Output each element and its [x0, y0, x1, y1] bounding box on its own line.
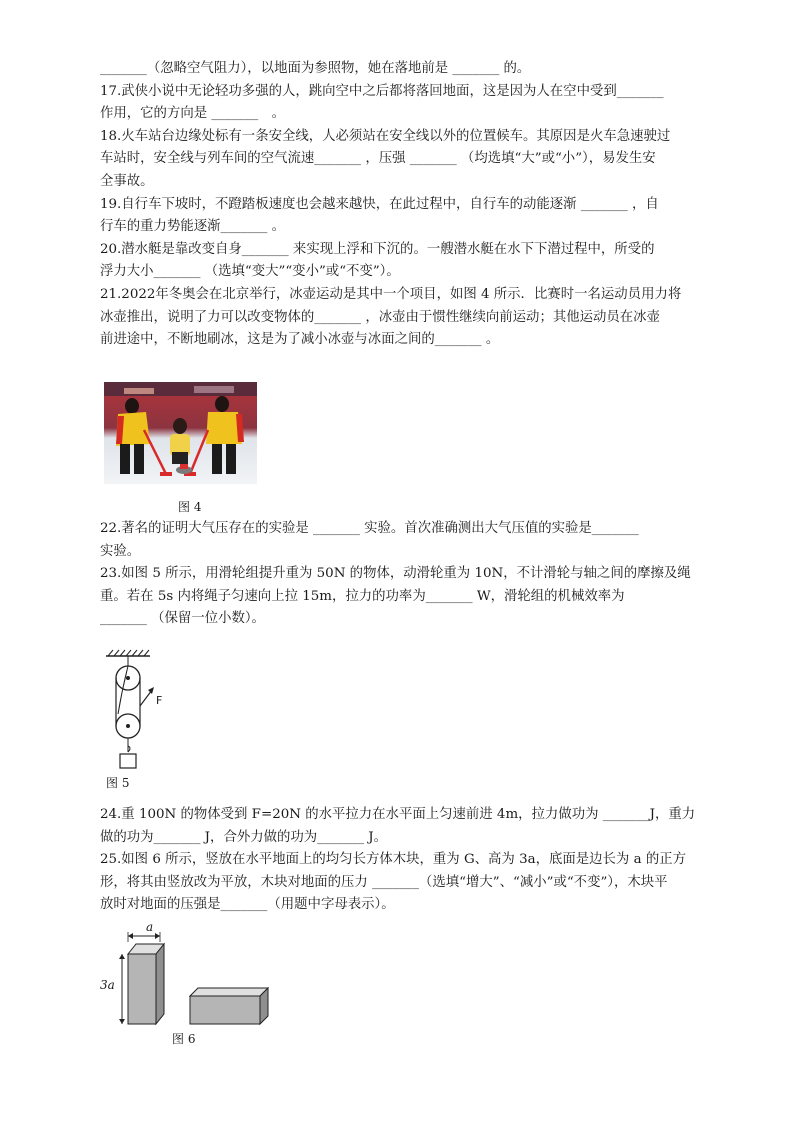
text-line: 17.武侠小说中无论轻功多强的人，跳向空中之后都将落回地面，这是因为人在空中受到_______ — [100, 83, 664, 99]
figure-5-caption: 图 5 — [106, 776, 130, 790]
text-line: 实验。 — [100, 543, 141, 559]
question-text-block-2 — [100, 518, 698, 631]
text-line: 23.如图 5 所示，用滑轮组提升重为 50N 的物体，动滑轮重为 10N，不计滑轮与轴之间的摩擦及绳 — [100, 566, 691, 582]
text-line: 24.重 100N 的物体受到 F=20N 的水平拉力在水平面上匀速前进 4m，拉力做功为 _______J，重力 — [100, 807, 696, 822]
text-line: 做的功为_______ J，合外力做的功为_______ J。 — [100, 829, 388, 845]
pulley-diagram — [100, 646, 180, 776]
text-line: 形，将其由竖放改为平放，木块对地面的压力 _______（选填“增大”、“减小”或“不变”），木块平 — [100, 874, 668, 890]
force-label: F — [156, 694, 163, 707]
curling-photo — [104, 382, 257, 484]
text-line: 冰壶推出，说明了力可以改变物体的_______ ，冰壶由于惯性继续向前运动；其他运动员在冰壶 — [100, 309, 660, 325]
height-label: 3a — [100, 978, 115, 992]
width-label: a — [146, 920, 154, 934]
text-line: _______ （保留一位小数）。 — [100, 611, 265, 627]
wood-block-diagram — [98, 920, 278, 1032]
question-text-block-1 — [100, 58, 698, 352]
text-line: 20.潜水艇是靠改变自身_______ 来实现上浮和下沉的。一艘潜水艇在水下下潜过程中，所受的 — [100, 241, 655, 257]
text-line: 浮力大小_______ （选填“变大”“变小”或“不变”）。 — [100, 264, 400, 280]
figure-6-caption: 图 6 — [172, 1032, 196, 1046]
text-line: 25.如图 6 所示，竖放在水平地面上的均匀长方体木块，重为 G、高为 3a，底面是边长为 a 的正方 — [100, 852, 686, 868]
text-line: _______（忽略空气阻力），以地面为参照物，她在落地前是 _______ 的。 — [100, 61, 531, 76]
figure-4-caption: 图 4 — [178, 500, 202, 514]
question-text-block-3 — [100, 804, 698, 917]
text-line: 行车的重力势能逐渐_______ 。 — [100, 219, 286, 235]
text-line: 重。若在 5s 内将绳子匀速向上拉 15m，拉力的功率为_______ W，滑轮组的机械效率为 — [100, 588, 625, 604]
text-line: 22.著名的证明大气压存在的实验是 _______ 实验。首次准确测出大气压值的实验是_______ — [100, 521, 639, 536]
text-line: 21.2022年冬奥会在北京举行，冰壶运动是其中一个项目，如图 4 所示．比赛时一名运动员用力将 — [100, 286, 682, 302]
text-line: 18.火车站台边缘处标有一条安全线，人必须站在安全线以外的位置候车。其原因是火车急速驶过 — [100, 128, 671, 144]
text-line: 车站时，安全线与列车间的空气流速_______ ，压强 _______ （均选填“大”或“小”），易发生安 — [100, 151, 656, 167]
text-line: 放时对地面的压强是_______（用题中字母表示）。 — [100, 897, 395, 913]
text-line: 作用，它的方向是 _______ 。 — [100, 106, 286, 122]
text-line: 全事故。 — [100, 173, 154, 189]
text-line: 前进途中，不断地刷冰，这是为了减小冰壶与冰面之间的_______ 。 — [100, 332, 500, 348]
text-line: 19.自行车下坡时，不蹬踏板速度也会越来越快，在此过程中，自行车的动能逐渐 _______ ，自 — [100, 196, 659, 212]
